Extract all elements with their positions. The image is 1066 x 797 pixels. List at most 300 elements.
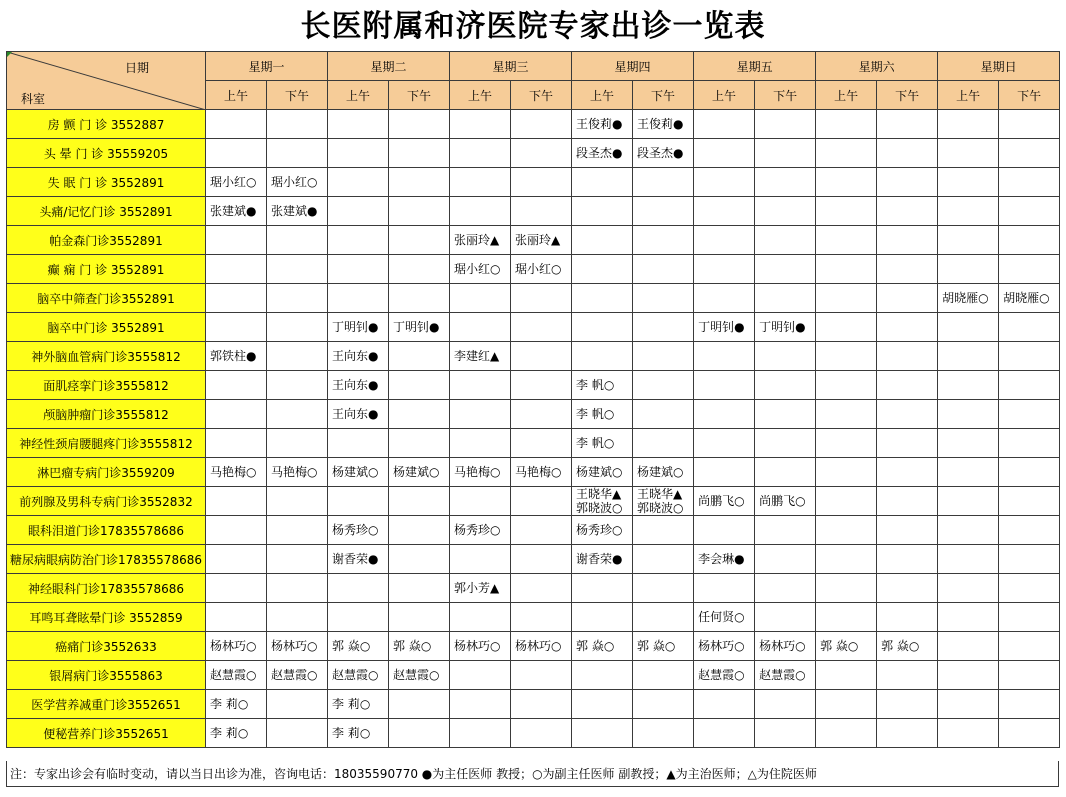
afternoon-header: 下午	[999, 81, 1060, 110]
department-cell: 糖尿病眼病防治门诊17835578686	[7, 545, 206, 574]
doctor-cell	[572, 719, 633, 748]
doctor-cell	[267, 603, 328, 632]
doctor-name: 郭晓波○	[576, 501, 623, 515]
doctor-cell	[999, 400, 1060, 429]
doctor-cell: 郭 焱○	[572, 632, 633, 661]
doctor-cell	[450, 110, 511, 139]
doctor-cell	[938, 661, 999, 690]
doctor-cell	[938, 226, 999, 255]
doctor-cell: 丁明钊●	[755, 313, 816, 342]
doctor-cell	[267, 226, 328, 255]
doctor-cell	[328, 139, 389, 168]
doctor-cell	[694, 429, 755, 458]
doctor-cell	[999, 690, 1060, 719]
doctor-cell	[572, 342, 633, 371]
department-cell: 神经性颈肩腰腿疼门诊3555812	[7, 429, 206, 458]
day-header: 星期六	[816, 52, 938, 81]
doctor-cell	[938, 255, 999, 284]
doctor-cell	[694, 719, 755, 748]
doctor-cell	[206, 574, 267, 603]
doctor-cell	[999, 371, 1060, 400]
doctor-cell: 任何贤○	[694, 603, 755, 632]
doctor-cell	[633, 719, 694, 748]
doctor-cell	[999, 429, 1060, 458]
afternoon-header: 下午	[755, 81, 816, 110]
doctor-cell	[938, 371, 999, 400]
doctor-cell	[572, 603, 633, 632]
doctor-cell: 丁明钊●	[694, 313, 755, 342]
doctor-cell: 张丽玲▲	[450, 226, 511, 255]
morning-header: 上午	[938, 81, 999, 110]
doctor-cell: 王向东●	[328, 342, 389, 371]
doctor-cell: 杨林巧○	[267, 632, 328, 661]
doctor-cell	[511, 487, 572, 516]
doctor-cell: 赵慧霞○	[389, 661, 450, 690]
doctor-cell	[206, 400, 267, 429]
department-cell: 眼科泪道门诊17835578686	[7, 516, 206, 545]
doctor-cell	[267, 690, 328, 719]
department-cell: 神经眼科门诊17835578686	[7, 574, 206, 603]
doctor-cell	[450, 487, 511, 516]
doctor-cell: 谢香荣●	[572, 545, 633, 574]
doctor-cell	[816, 719, 877, 748]
doctor-cell	[999, 226, 1060, 255]
doctor-cell: 谢香荣●	[328, 545, 389, 574]
afternoon-header: 下午	[633, 81, 694, 110]
doctor-cell	[572, 313, 633, 342]
doctor-cell	[389, 603, 450, 632]
doctor-cell: 琚小红○	[450, 255, 511, 284]
doctor-cell: 杨建斌○	[389, 458, 450, 487]
doctor-cell: 李 莉○	[206, 690, 267, 719]
department-cell: 失 眠 门 诊 3552891	[7, 168, 206, 197]
doctor-cell: 李 莉○	[206, 719, 267, 748]
doctor-cell: 郭 焱○	[877, 632, 938, 661]
doctor-cell	[572, 284, 633, 313]
doctor-cell	[877, 110, 938, 139]
doctor-cell	[999, 168, 1060, 197]
doctor-name: 郭晓波○	[637, 501, 684, 515]
doctor-cell	[206, 545, 267, 574]
morning-header: 上午	[450, 81, 511, 110]
doctor-cell	[511, 400, 572, 429]
doctor-cell: 张建斌●	[206, 197, 267, 226]
doctor-cell: 马艳梅○	[267, 458, 328, 487]
doctor-cell	[633, 168, 694, 197]
doctor-cell	[328, 110, 389, 139]
doctor-cell: 杨建斌○	[328, 458, 389, 487]
table-row	[7, 342, 1060, 371]
doctor-cell: 赵慧霞○	[694, 661, 755, 690]
doctor-cell	[999, 255, 1060, 284]
doctor-cell	[267, 313, 328, 342]
doctor-cell	[633, 400, 694, 429]
doctor-cell	[999, 313, 1060, 342]
department-cell: 耳鸣耳聋眩晕门诊 3552859	[7, 603, 206, 632]
doctor-cell	[938, 110, 999, 139]
doctor-cell	[755, 516, 816, 545]
doctor-cell	[511, 661, 572, 690]
doctor-cell: 李 莉○	[328, 690, 389, 719]
doctor-cell	[755, 197, 816, 226]
doctor-cell	[267, 371, 328, 400]
morning-header: 上午	[206, 81, 267, 110]
doctor-cell: 段圣杰●	[572, 139, 633, 168]
doctor-cell	[633, 197, 694, 226]
doctor-cell: 尚鹏飞○	[755, 487, 816, 516]
doctor-cell	[816, 139, 877, 168]
doctor-cell	[877, 342, 938, 371]
doctor-cell	[206, 371, 267, 400]
doctor-cell	[633, 574, 694, 603]
department-cell: 颅脑肿瘤门诊3555812	[7, 400, 206, 429]
doctor-cell: 胡晓雁○	[999, 284, 1060, 313]
doctor-cell	[572, 690, 633, 719]
doctor-cell	[511, 371, 572, 400]
doctor-cell	[572, 226, 633, 255]
doctor-cell	[816, 429, 877, 458]
doctor-cell: 丁明钊●	[389, 313, 450, 342]
doctor-cell	[755, 226, 816, 255]
doctor-cell	[938, 168, 999, 197]
doctor-cell	[755, 110, 816, 139]
doctor-cell	[694, 197, 755, 226]
doctor-cell	[389, 255, 450, 284]
doctor-cell: 马艳梅○	[450, 458, 511, 487]
schedule-table	[6, 51, 1060, 748]
table-row	[7, 284, 1060, 313]
doctor-cell	[389, 284, 450, 313]
department-cell: 医学营养减重门诊3552651	[7, 690, 206, 719]
doctor-cell	[877, 516, 938, 545]
doctor-cell	[694, 371, 755, 400]
doctor-cell	[755, 371, 816, 400]
doctor-cell	[389, 110, 450, 139]
doctor-cell	[633, 661, 694, 690]
department-cell: 癌痛门诊3552633	[7, 632, 206, 661]
department-cell: 便秘营养门诊3552651	[7, 719, 206, 748]
doctor-cell	[450, 284, 511, 313]
doctor-cell	[816, 197, 877, 226]
doctor-cell	[450, 719, 511, 748]
doctor-cell	[938, 516, 999, 545]
doctor-cell	[267, 719, 328, 748]
doctor-cell	[938, 545, 999, 574]
table-row	[7, 487, 1060, 516]
doctor-cell	[755, 168, 816, 197]
doctor-cell	[267, 110, 328, 139]
doctor-cell: 杨林巧○	[206, 632, 267, 661]
doctor-cell	[389, 574, 450, 603]
department-cell: 头痛/记忆门诊 3552891	[7, 197, 206, 226]
doctor-cell: 段圣杰●	[633, 139, 694, 168]
doctor-cell	[572, 255, 633, 284]
doctor-cell	[877, 400, 938, 429]
doctor-cell: 杨秀珍○	[572, 516, 633, 545]
doctor-cell: 赵慧霞○	[267, 661, 328, 690]
doctor-cell	[938, 139, 999, 168]
doctor-cell	[938, 690, 999, 719]
doctor-cell	[755, 719, 816, 748]
doctor-cell	[877, 603, 938, 632]
doctor-cell	[450, 661, 511, 690]
doctor-cell	[877, 487, 938, 516]
doctor-cell	[206, 516, 267, 545]
doctor-cell	[206, 255, 267, 284]
doctor-cell: 马艳梅○	[511, 458, 572, 487]
doctor-cell	[511, 284, 572, 313]
morning-header: 上午	[816, 81, 877, 110]
doctor-cell	[511, 429, 572, 458]
doctor-cell	[816, 313, 877, 342]
doctor-cell	[206, 284, 267, 313]
doctor-cell	[694, 168, 755, 197]
doctor-cell	[206, 313, 267, 342]
doctor-cell	[938, 487, 999, 516]
doctor-cell	[877, 719, 938, 748]
doctor-cell	[877, 371, 938, 400]
doctor-cell	[816, 574, 877, 603]
doctor-cell	[694, 284, 755, 313]
table-row	[7, 429, 1060, 458]
table-row	[7, 632, 1060, 661]
doctor-cell	[206, 226, 267, 255]
doctor-cell	[389, 371, 450, 400]
doctor-cell	[816, 255, 877, 284]
doctor-cell	[938, 400, 999, 429]
header-corner-cell	[7, 52, 206, 110]
doctor-cell	[206, 139, 267, 168]
department-cell: 房 颤 门 诊 3552887	[7, 110, 206, 139]
doctor-cell: 杨林巧○	[511, 632, 572, 661]
doctor-cell	[328, 197, 389, 226]
doctor-cell	[450, 197, 511, 226]
doctor-cell: 郭铁柱●	[206, 342, 267, 371]
doctor-cell	[511, 110, 572, 139]
doctor-cell	[389, 342, 450, 371]
doctor-cell	[572, 661, 633, 690]
doctor-cell	[267, 400, 328, 429]
doctor-cell	[999, 516, 1060, 545]
department-cell: 帕金森门诊3552891	[7, 226, 206, 255]
doctor-cell	[816, 603, 877, 632]
doctor-cell	[755, 690, 816, 719]
doctor-cell	[816, 487, 877, 516]
doctor-cell	[511, 139, 572, 168]
doctor-cell	[877, 429, 938, 458]
doctor-cell	[389, 197, 450, 226]
doctor-cell	[633, 371, 694, 400]
doctor-cell: 杨秀珍○	[450, 516, 511, 545]
doctor-cell	[938, 458, 999, 487]
doctor-cell	[450, 603, 511, 632]
doctor-cell	[267, 429, 328, 458]
doctor-cell	[572, 197, 633, 226]
doctor-cell	[938, 342, 999, 371]
doctor-cell	[511, 168, 572, 197]
doctor-cell: 杨秀珍○	[328, 516, 389, 545]
doctor-cell	[877, 284, 938, 313]
doctor-cell	[389, 139, 450, 168]
doctor-cell	[938, 574, 999, 603]
doctor-cell	[206, 429, 267, 458]
doctor-cell	[694, 458, 755, 487]
doctor-cell	[816, 168, 877, 197]
table-row	[7, 574, 1060, 603]
department-cell: 银屑病门诊3555863	[7, 661, 206, 690]
doctor-cell: 郭 焱○	[389, 632, 450, 661]
doctor-cell	[694, 400, 755, 429]
doctor-cell	[633, 313, 694, 342]
doctor-cell	[694, 690, 755, 719]
doctor-cell	[328, 226, 389, 255]
doctor-cell	[389, 487, 450, 516]
doctor-cell	[999, 139, 1060, 168]
doctor-cell	[816, 371, 877, 400]
doctor-cell	[450, 400, 511, 429]
doctor-cell	[938, 313, 999, 342]
doctor-cell	[389, 516, 450, 545]
day-header: 星期五	[694, 52, 816, 81]
doctor-cell	[206, 110, 267, 139]
day-header: 星期二	[328, 52, 450, 81]
doctor-cell	[450, 139, 511, 168]
doctor-cell	[206, 487, 267, 516]
doctor-cell	[694, 574, 755, 603]
day-header: 星期四	[572, 52, 694, 81]
department-cell: 癫 痫 门 诊 3552891	[7, 255, 206, 284]
doctor-cell	[877, 197, 938, 226]
doctor-cell	[511, 690, 572, 719]
doctor-cell	[511, 342, 572, 371]
afternoon-header: 下午	[267, 81, 328, 110]
table-row	[7, 690, 1060, 719]
afternoon-header: 下午	[389, 81, 450, 110]
day-header: 星期日	[938, 52, 1060, 81]
page-title: 长医附属和济医院专家出诊一览表	[300, 9, 766, 44]
doctor-cell: 李 帆○	[572, 429, 633, 458]
doctor-cell	[877, 139, 938, 168]
table-row	[7, 545, 1060, 574]
doctor-cell	[450, 545, 511, 574]
day-header: 星期三	[450, 52, 572, 81]
doctor-cell	[816, 661, 877, 690]
doctor-cell	[816, 690, 877, 719]
table-row	[7, 603, 1060, 632]
doctor-cell: 杨建斌○	[633, 458, 694, 487]
table-row	[7, 255, 1060, 284]
doctor-cell	[633, 487, 694, 516]
doctor-cell	[755, 342, 816, 371]
department-cell: 淋巴瘤专病门诊3559209	[7, 458, 206, 487]
doctor-cell	[999, 661, 1060, 690]
doctor-cell	[633, 690, 694, 719]
doctor-cell	[816, 516, 877, 545]
doctor-cell	[877, 226, 938, 255]
department-cell: 面肌痉挛门诊3555812	[7, 371, 206, 400]
doctor-cell	[328, 574, 389, 603]
doctor-cell	[389, 690, 450, 719]
doctor-cell	[999, 574, 1060, 603]
doctor-cell: 李 帆○	[572, 400, 633, 429]
doctor-cell: 王向东●	[328, 400, 389, 429]
doctor-cell	[267, 139, 328, 168]
table-row	[7, 226, 1060, 255]
morning-header: 上午	[572, 81, 633, 110]
doctor-cell: 郭 焱○	[633, 632, 694, 661]
doctor-cell	[816, 342, 877, 371]
doctor-cell	[999, 458, 1060, 487]
doctor-cell	[877, 545, 938, 574]
doctor-cell	[633, 545, 694, 574]
table-row	[7, 661, 1060, 690]
doctor-cell	[633, 284, 694, 313]
doctor-cell	[816, 226, 877, 255]
department-cell: 头 晕 门 诊 35559205	[7, 139, 206, 168]
day-header: 星期一	[206, 52, 328, 81]
doctor-cell	[572, 574, 633, 603]
doctor-cell	[877, 313, 938, 342]
doctor-cell	[267, 255, 328, 284]
doctor-cell	[816, 400, 877, 429]
doctor-cell: 杨林巧○	[694, 632, 755, 661]
doctor-cell: 郭小芳▲	[450, 574, 511, 603]
doctor-name: 王晓华▲	[637, 487, 683, 501]
doctor-cell: 杨建斌○	[572, 458, 633, 487]
table-row	[7, 516, 1060, 545]
department-cell: 脑卒中筛查门诊3552891	[7, 284, 206, 313]
doctor-cell	[267, 574, 328, 603]
doctor-cell: 赵慧霞○	[206, 661, 267, 690]
doctor-cell	[633, 429, 694, 458]
doctor-cell	[877, 168, 938, 197]
doctor-cell	[877, 458, 938, 487]
doctor-cell	[694, 342, 755, 371]
doctor-cell: 李 莉○	[328, 719, 389, 748]
doctor-cell: 马艳梅○	[206, 458, 267, 487]
doctor-cell: 琚小红○	[267, 168, 328, 197]
doctor-cell	[511, 603, 572, 632]
doctor-cell	[450, 371, 511, 400]
doctor-cell	[267, 516, 328, 545]
doctor-cell	[999, 487, 1060, 516]
doctor-cell	[999, 632, 1060, 661]
doctor-cell	[572, 487, 633, 516]
doctor-cell	[755, 603, 816, 632]
doctor-cell	[755, 139, 816, 168]
department-cell: 脑卒中门诊 3552891	[7, 313, 206, 342]
doctor-cell	[938, 603, 999, 632]
doctor-cell: 郭 焱○	[816, 632, 877, 661]
table-row	[7, 371, 1060, 400]
afternoon-header: 下午	[511, 81, 572, 110]
doctor-cell: 李会琳●	[694, 545, 755, 574]
doctor-cell	[511, 197, 572, 226]
doctor-cell: 赵慧霞○	[328, 661, 389, 690]
doctor-cell: 胡晓雁○	[938, 284, 999, 313]
doctor-cell	[816, 458, 877, 487]
doctor-cell	[206, 603, 267, 632]
morning-header: 上午	[694, 81, 755, 110]
doctor-cell	[389, 226, 450, 255]
doctor-cell: 郭 焱○	[328, 632, 389, 661]
table-row	[7, 400, 1060, 429]
department-cell: 神外脑血管病门诊3555812	[7, 342, 206, 371]
footnote: 注：专家出诊会有临时变动，请以当日出诊为准，咨询电话：18035590770 ●为主任医师 教授；○为副主任医师 副教授；▲为主治医师；△为住院医师	[6, 761, 1059, 787]
table-row	[7, 110, 1060, 139]
doctor-cell	[328, 284, 389, 313]
doctor-cell	[755, 429, 816, 458]
